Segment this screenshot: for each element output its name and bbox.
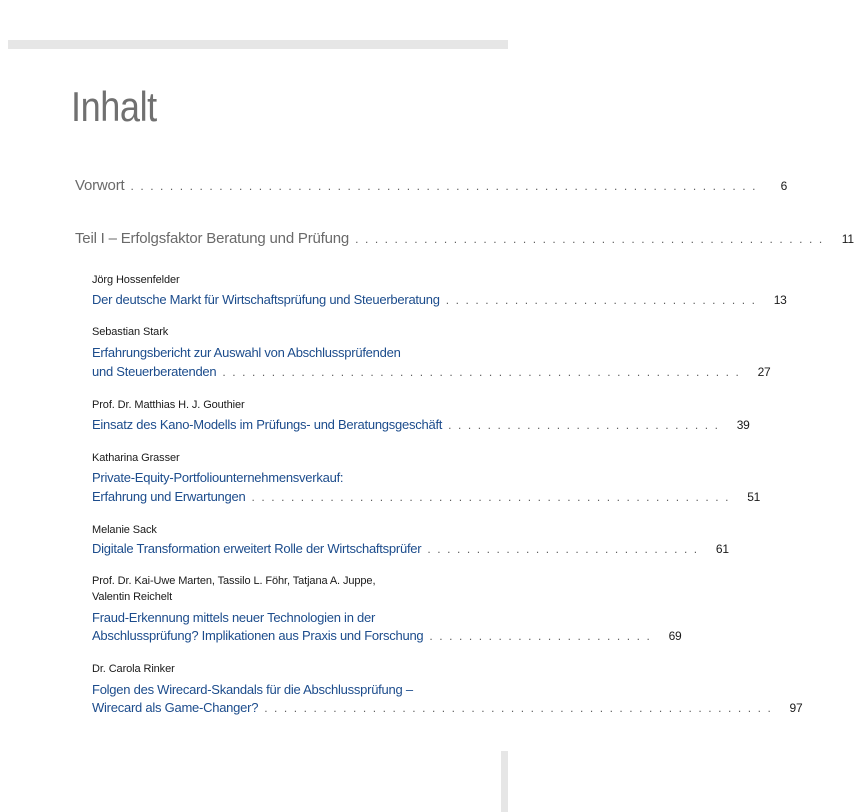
toc-page-number: 27 [757,365,771,379]
toc-entry-7[interactable] [92,700,803,715]
leader-dots: . . . . . . . . . . . . . . . . . . . . . . . . . . . . . . . . . . . . . . . . . . . . . . . . [355,232,824,246]
toc-entry-5[interactable] [92,541,729,556]
toc-page-number: 6 [780,179,788,193]
toc-page-number: 11 [841,232,854,246]
toc-page-number: 51 [747,490,761,504]
leader-dots: . . . . . . . . . . . . . . . . . . . . . . . . . . . . [427,542,699,556]
entry-author: Prof. Dr. Kai-Uwe Marten, Tassilo L. Föhr, Tatjana A. Juppe, [92,575,376,587]
entry-title[interactable]: Fraud-Erkennung mittels neuer Technologien in der [92,610,376,625]
leader-dots: . . . . . . . . . . . . . . . . . . . . . . . . . . . . . . . . . . . . . . . . . . . . . . . . . . . . [264,701,773,715]
toc-page-number: 69 [668,629,682,643]
leader-dots: . . . . . . . . . . . . . . . . . . . . . . . . . . . . . . . . . . . . . . . . . . . . . . . . . . . . . [222,365,741,379]
entry-author: Dr. Carola Rinker [92,663,175,675]
entry-title-cont: Erfahrung und Erwartungen [92,489,246,504]
entry-title-cont: und Steuerberatenden [92,364,217,379]
toc-label-teil-1: Teil I – Erfolgsfaktor Beratung und Prüfung [75,230,350,247]
toc-page-number: 13 [773,293,787,307]
leader-dots: . . . . . . . . . . . . . . . . . . . . . . . . . . . . . . . . . . . . . . . . . . . . . . . . . . . . . . . . . . . . . . . . [130,179,758,193]
entry-title: Einsatz des Kano-Modells im Prüfungs- und Beratungsgeschäft [92,417,443,432]
leader-dots: . . . . . . . . . . . . . . . . . . . . . . . . . . . . . . . . [445,293,757,307]
entry-title: Der deutsche Markt für Wirtschaftsprüfung und Steuerberatung [92,292,440,307]
entry-author: Jörg Hossenfelder [92,274,180,286]
toc-entry-6[interactable] [92,628,682,643]
toc-page-number: 97 [789,701,803,715]
leader-dots: . . . . . . . . . . . . . . . . . . . . . . . . . . . . [448,418,720,432]
entry-author: Melanie Sack [92,524,157,536]
toc-entry-4[interactable] [92,489,761,504]
toc-label-vorwort: Vorwort [75,177,125,194]
entry-author: Prof. Dr. Matthias H. J. Gouthier [92,399,245,411]
leader-dots: . . . . . . . . . . . . . . . . . . . . . . . [429,629,652,643]
toc-row-vorwort[interactable] [75,177,788,194]
leader-dots: . . . . . . . . . . . . . . . . . . . . . . . . . . . . . . . . . . . . . . . . . . . . . . . . . [251,490,731,504]
toc-page-number: 61 [715,542,729,556]
toc-entry-2[interactable] [92,364,771,379]
page-title: Inhalt [71,83,157,130]
entry-title[interactable]: Erfahrungsbericht zur Auswahl von Abschlussprüfenden [92,345,401,360]
entry-title: Digitale Transformation erweitert Rolle der Wirtschaftsprüfer [92,541,422,556]
entry-author: Sebastian Stark [92,326,169,338]
toc-row-teil-1[interactable] [75,230,854,247]
entry-author-cont: Valentin Reichelt [92,591,173,603]
top-gray-bar [8,40,508,49]
entry-title[interactable]: Folgen des Wirecard-Skandals für die Abschlussprüfung – [92,682,413,697]
entry-title-cont: Abschlussprüfung? Implikationen aus Praxis und Forschung [92,628,424,643]
toc-entry-3[interactable] [92,417,750,432]
entry-title[interactable]: Private-Equity-Portfoliounternehmensverkauf: [92,470,344,485]
entry-title-cont: Wirecard als Game-Changer? [92,700,259,715]
page-edge-strip [501,751,508,812]
toc-entry-1[interactable] [92,292,787,307]
entry-author: Katharina Grasser [92,452,180,464]
toc-page-number: 39 [736,418,750,432]
